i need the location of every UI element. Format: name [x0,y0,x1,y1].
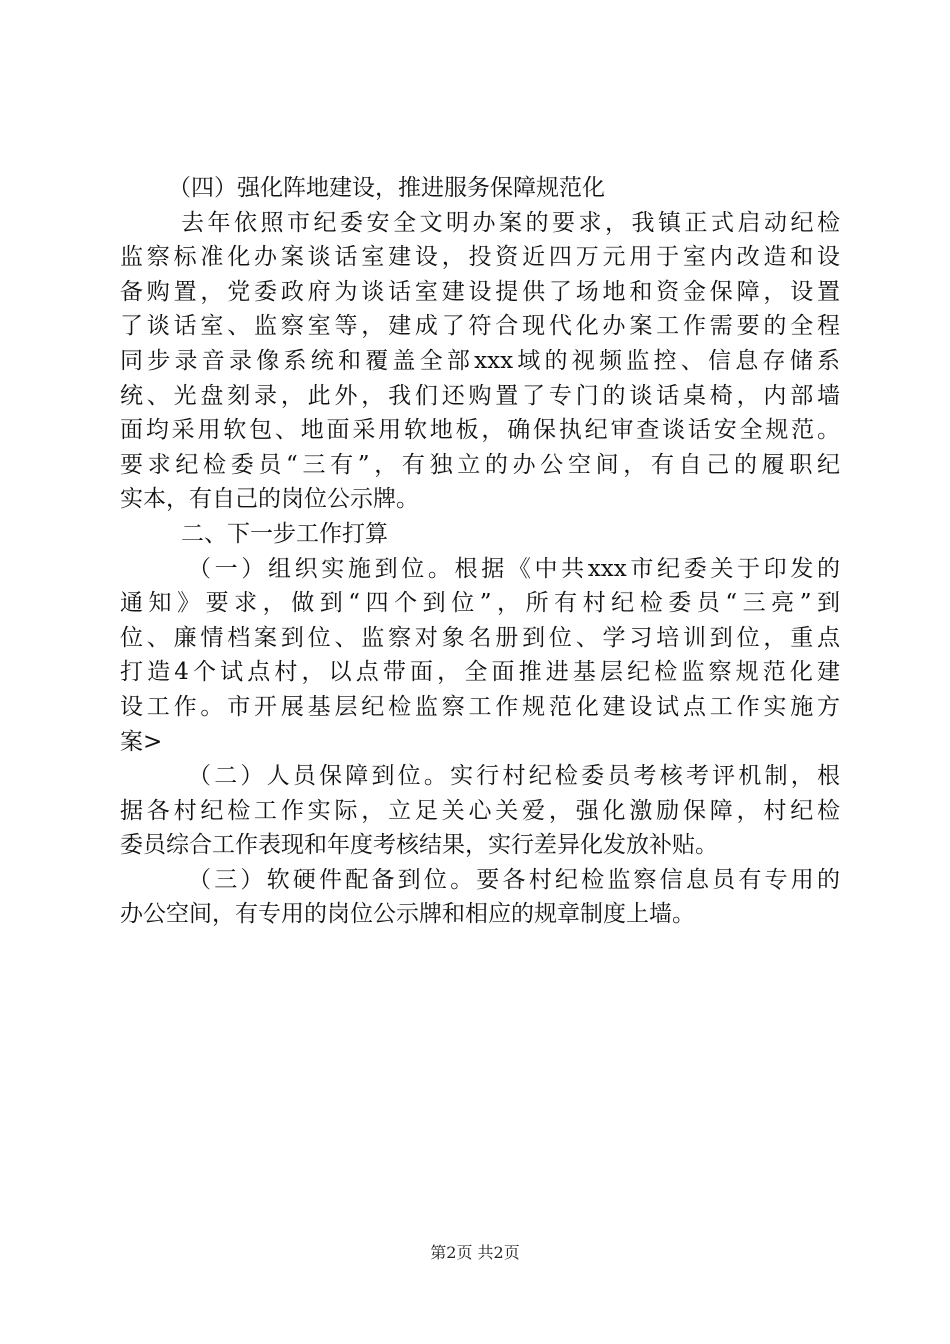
paragraph-line: 要求纪检委员“三有”，有独立的办公空间，有自己的履职纪 [120,451,840,478]
paragraph-line: 去年依照市纪委安全文明办案的要求，我镇正式启动纪检 [181,209,840,236]
paragraph-line: 位、廉情档案到位、监察对象名册到位、学习培训到位，重点 [120,624,840,651]
page-footer: 第2页 共2页 [430,1243,520,1262]
paragraph-line: 了谈话室、监察室等，建成了符合现代化办案工作需要的全程 [120,313,840,340]
document-body [120,171,840,932]
paragraph-line: 通知》要求，做到“四个到位”，所有村纪检委员“三亮”到 [120,590,840,617]
paragraph-line: 统、光盘刻录，此外，我们还购置了专门的谈话桌椅，内部墙 [120,382,840,409]
section-heading-2: 二、下一步工作打算 [181,520,388,547]
paragraph-line: 打造4个试点村，以点带面，全面推进基层纪检监察规范化建 [120,659,840,686]
paragraph-line: （一）组织实施到位。根据《中共xxx市纪委关于印发的 [188,555,840,582]
paragraph-line: 监察标准化办案谈话室建设，投资近四万元用于室内改造和设 [120,244,840,271]
section-heading-4: （四）强化阵地建设，推进服务保障规范化 [168,175,605,201]
paragraph-line: 设工作。市开展基层纪检监察工作规范化建设试点工作实施方 [120,693,840,720]
paragraph-line: 同步录音录像系统和覆盖全部xxx域的视频监控、信息存储系 [120,347,840,374]
paragraph-line: 据各村纪检工作实际，立足关心关爱，强化激励保障，村纪检 [120,797,840,824]
paragraph-line: （三）软硬件配备到位。要各村纪检监察信息员有专用的 [188,866,840,893]
paragraph-line: 备购置，党委政府为谈话室建设提供了场地和资金保障，设置 [120,278,840,305]
paragraph-line: 实本，有自己的岗位公示牌。 [120,486,419,513]
paragraph-line: （二）人员保障到位。实行村纪检委员考核考评机制，根 [188,763,840,790]
paragraph-line: 办公空间，有专用的岗位公示牌和相应的规章制度上墙。 [120,901,695,928]
paragraph-line: 委员综合工作表现和年度考核结果，实行差异化发放补贴。 [120,832,718,859]
paragraph-line: 面均采用软包、地面采用软地板，确保执纪审查谈话安全规范。 [120,417,840,444]
paragraph-line: 案> [120,728,163,755]
